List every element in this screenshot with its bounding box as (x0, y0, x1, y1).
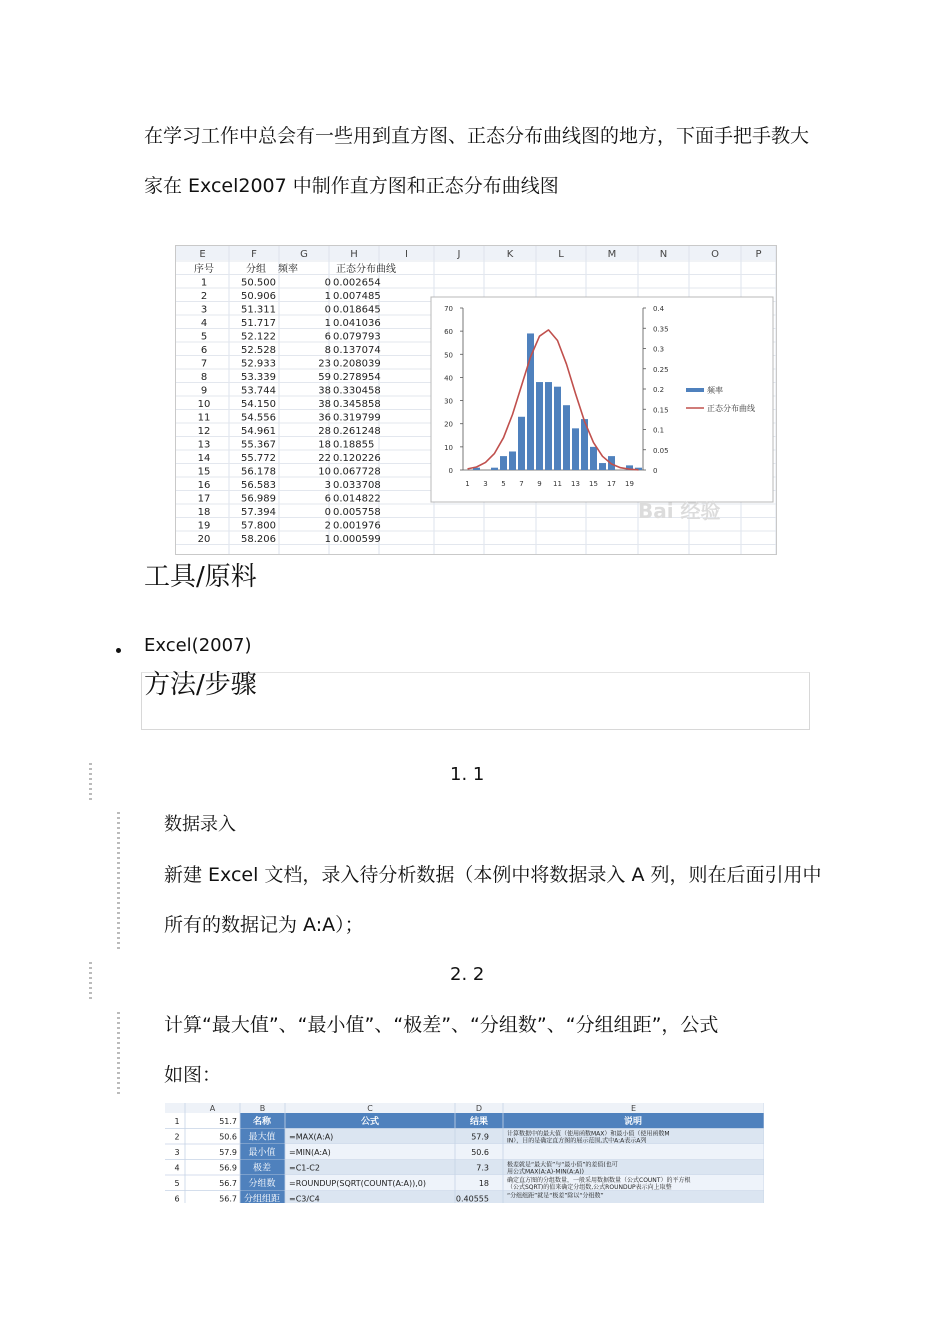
cell-normal: 0.330458 (333, 385, 381, 397)
x-tick: 11 (553, 480, 562, 488)
cell-frequency: 0 (324, 277, 331, 289)
cell-name: 最大值 (248, 1132, 276, 1143)
cell-group: 50.906 (241, 291, 276, 302)
cell-name: 分组组距 (243, 1194, 281, 1203)
cell-group: 51.717 (241, 318, 276, 329)
cell-value-a: 56.7 (219, 1194, 237, 1203)
sheet1-header: 序号 (194, 264, 214, 275)
cell-normal: 0.278954 (333, 372, 381, 383)
cell-frequency: 6 (324, 331, 331, 343)
cell-frequency: 38 (318, 385, 331, 397)
y-left-tick: 50 (444, 351, 453, 360)
histogram-bar (545, 382, 552, 470)
cell-index: 5 (200, 331, 208, 343)
cell-group: 57.800 (241, 520, 276, 532)
x-tick: 7 (519, 480, 524, 488)
cell-index: 9 (200, 385, 208, 397)
x-tick: 5 (501, 480, 506, 488)
cell-index: 1 (200, 277, 208, 289)
intro-line-2: 家在 Excel2007 中制作直方图和正态分布曲线图 (144, 175, 559, 197)
y-left-tick: 10 (444, 443, 453, 452)
y-right-tick: 0.15 (653, 406, 669, 415)
column-header-bar (165, 1103, 764, 1113)
cell-value-a: 56.7 (219, 1179, 237, 1188)
cell-index: 17 (197, 493, 211, 505)
column-letter: I (405, 249, 408, 260)
legend-bar-swatch (686, 388, 704, 392)
cell-index: 14 (197, 453, 211, 464)
histogram-bar (500, 456, 507, 470)
cell-group: 52.933 (241, 358, 276, 370)
step-1-title: 数据录入 (164, 814, 236, 835)
cell-frequency: 1 (324, 534, 331, 545)
cell-frequency: 3 (324, 480, 331, 491)
histogram-bar (572, 428, 579, 470)
column-letter: E (630, 1104, 637, 1113)
table-header-cell: 说明 (623, 1117, 643, 1127)
side-mark-1 (89, 763, 93, 803)
cell-group: 54.556 (241, 412, 276, 424)
cell-group: 56.583 (241, 480, 276, 491)
column-letter: G (300, 249, 308, 260)
histogram-bar (491, 468, 498, 470)
column-letter: D (475, 1104, 483, 1113)
cell-group: 53.744 (241, 385, 276, 397)
sheet1-header: 正态分布曲线 (336, 264, 396, 275)
cell-normal: 0.041036 (333, 318, 381, 329)
sheet1-header: 分组 (246, 264, 266, 275)
column-letter: M (607, 249, 617, 260)
y-right-tick: 0.4 (653, 305, 665, 313)
row-number: 5 (174, 1179, 180, 1188)
cell-result: 18 (478, 1179, 489, 1188)
cell-normal: 0.067728 (333, 466, 381, 478)
cell-group: 50.500 (241, 277, 276, 289)
histogram-bar (527, 333, 534, 470)
tools-item-excel: Excel(2007) (144, 635, 252, 656)
step-1-number: 1. 1 (450, 764, 485, 785)
y-left-tick: 30 (444, 397, 453, 406)
cell-index: 18 (197, 507, 211, 518)
side-mark-4 (117, 1012, 121, 1097)
column-letter: E (199, 249, 206, 260)
row-number: 2 (174, 1132, 180, 1142)
column-letter: A (209, 1104, 216, 1113)
cell-formula: =MAX(A:A) (289, 1132, 334, 1142)
cell-normal: 0.018645 (333, 304, 381, 316)
x-tick: 13 (571, 480, 580, 488)
cell-frequency: 59 (318, 372, 331, 383)
cell-frequency: 8 (324, 345, 331, 356)
cell-index: 6 (200, 345, 208, 356)
histogram-bar (590, 447, 597, 470)
step-2-line-1: 计算“最大值”、“最小值”、“极差”、“分组数”、“分组组距”，公式 (164, 1014, 719, 1036)
step-1-line-2: 所有的数据记为 A:A）； (164, 914, 364, 936)
sheet1-header: 频率 (278, 264, 298, 275)
cell-name: 极差 (252, 1163, 272, 1174)
y-right-tick: 0.2 (653, 386, 665, 394)
cell-frequency: 0 (324, 304, 331, 316)
cell-normal: 0.007485 (333, 291, 381, 302)
row-bg (285, 1144, 764, 1160)
cell-normal: 0.137074 (333, 345, 381, 356)
y-left-tick: 60 (444, 328, 453, 337)
method-heading: 方法/步骤 (144, 670, 257, 700)
y-right-tick: 0.05 (653, 446, 669, 455)
histogram-bar (599, 463, 606, 470)
table-header-cell: 名称 (252, 1117, 272, 1127)
cell-frequency: 0 (324, 507, 331, 518)
y-left-tick: 20 (444, 420, 453, 429)
cell-normal: 0.345858 (333, 399, 381, 410)
chart-area (431, 297, 773, 502)
y-right-tick: 0.35 (653, 325, 669, 334)
cell-index: 19 (197, 520, 211, 532)
column-letter: C (367, 1104, 373, 1113)
cell-group: 55.772 (241, 453, 276, 464)
cell-result: 0.40555 (455, 1194, 489, 1203)
cell-value-a: 50.6 (219, 1132, 237, 1142)
cell-normal: 0.001976 (333, 520, 381, 532)
cell-index: 8 (200, 372, 208, 383)
side-mark-2 (117, 812, 121, 952)
cell-normal: 0.033708 (333, 480, 381, 491)
cell-normal: 0.002654 (333, 277, 381, 289)
table-header-row (240, 1113, 764, 1129)
cell-description: “分组组距”就是“极差”除以“分组数” (507, 1192, 604, 1200)
cell-formula: =MIN(A:A) (289, 1148, 331, 1157)
histogram-bar (536, 382, 543, 470)
y-right-tick: 0.3 (653, 345, 665, 354)
cell-index: 10 (197, 399, 211, 410)
table-header-cell: 结果 (469, 1117, 489, 1127)
cell-normal: 0.208039 (333, 358, 381, 370)
step-2-line-2: 如图： (164, 1064, 222, 1086)
cell-normal: 0.005758 (333, 507, 381, 518)
cell-group: 55.367 (241, 439, 276, 451)
y-left-tick: 70 (444, 305, 453, 313)
cell-normal: 0.000599 (333, 534, 381, 545)
column-letter: K (506, 249, 514, 260)
cell-formula: =C3/C4 (289, 1194, 320, 1203)
legend-bar-label: 频率 (707, 386, 723, 395)
bullet-dot (116, 648, 121, 653)
tools-heading: 工具/原料 (144, 562, 257, 592)
column-letter: B (259, 1104, 266, 1113)
cell-group: 58.206 (241, 534, 276, 545)
excel-histogram-screenshot (175, 245, 777, 555)
table-header-cell: 公式 (360, 1117, 380, 1127)
sheet2-svg (165, 1103, 764, 1203)
cell-frequency: 28 (318, 426, 331, 437)
y-right-tick: 0 (653, 467, 658, 475)
intro-line-1: 在学习工作中总会有一些用到直方图、正态分布曲线图的地方，下面手把手教大 (144, 125, 810, 147)
histogram-bar (518, 417, 525, 470)
cell-frequency: 36 (318, 412, 331, 424)
cell-frequency: 10 (318, 466, 331, 478)
cell-result: 7.3 (476, 1163, 489, 1173)
histogram-bar (563, 405, 570, 470)
cell-normal: 0.18855 (333, 439, 375, 451)
cell-frequency: 38 (318, 399, 331, 410)
cell-value-a: 57.9 (219, 1148, 237, 1157)
step-2-number: 2. 2 (450, 964, 485, 985)
histogram-bar (509, 451, 516, 470)
x-tick: 17 (607, 480, 616, 488)
row-number: 4 (174, 1163, 180, 1173)
cell-group: 57.394 (241, 507, 276, 518)
y-left-tick: 0 (448, 467, 453, 475)
x-tick: 19 (625, 480, 634, 488)
cell-frequency: 1 (324, 291, 331, 302)
cell-frequency: 2 (324, 520, 331, 532)
x-tick: 9 (537, 480, 542, 488)
column-letter: N (659, 249, 668, 260)
cell-result: 57.9 (471, 1132, 489, 1142)
cell-result: 50.6 (471, 1148, 489, 1157)
step-1-line-1: 新建 Excel 文档，录入待分析数据（本例中将数据录入 A 列，则在后面引用中 (164, 864, 822, 886)
cell-description: 确定直方图的分组数量，一般采用数据数量（公式COUNT）的平方根（公式SQRT)的值来确定分组数,公式ROUNDUP表示向上取整 (507, 1177, 691, 1191)
excel-formula-table-screenshot (165, 1103, 764, 1203)
side-mark-3 (89, 962, 93, 1002)
cell-name: 最小值 (248, 1148, 276, 1158)
sheet1-svg (176, 246, 776, 554)
cell-frequency: 22 (318, 453, 331, 464)
watermark-logo: Bai 经验 (638, 499, 721, 523)
column-letter: L (558, 249, 564, 260)
cell-group: 54.150 (241, 399, 276, 410)
cell-index: 13 (197, 439, 211, 451)
x-tick: 15 (589, 480, 598, 488)
cell-index: 16 (197, 480, 211, 491)
y-right-tick: 0.1 (653, 426, 665, 435)
cell-normal: 0.120226 (333, 453, 381, 464)
cell-group: 53.339 (241, 372, 276, 383)
cell-frequency: 23 (318, 358, 331, 370)
cell-formula: =C1-C2 (289, 1163, 320, 1173)
cell-index: 20 (197, 534, 211, 545)
y-left-tick: 40 (444, 374, 453, 383)
column-letter: J (457, 249, 461, 260)
row-number: 3 (174, 1148, 180, 1157)
cell-group: 56.178 (241, 466, 276, 478)
cell-group: 56.989 (241, 493, 276, 505)
cell-formula: =ROUNDUP(SQRT(COUNT(A:A)),0) (289, 1179, 426, 1188)
cell-frequency: 6 (324, 493, 331, 505)
column-letter: F (251, 249, 257, 260)
cell-group: 52.122 (241, 331, 276, 343)
cell-group: 52.528 (241, 345, 276, 356)
cell-index: 7 (200, 358, 208, 370)
cell-normal: 0.079793 (333, 331, 381, 343)
cell-normal: 0.261248 (333, 426, 381, 437)
cell-index: 2 (200, 291, 208, 302)
y-right-tick: 0.25 (653, 365, 669, 374)
cell-index: 3 (200, 304, 208, 316)
column-letter: O (711, 249, 719, 260)
column-header-bar (176, 246, 776, 260)
cell-normal: 0.319799 (333, 412, 381, 424)
cell-index: 12 (197, 426, 211, 437)
cell-name: 分组数 (248, 1179, 276, 1189)
row-number: 1 (174, 1117, 180, 1126)
cell-value-a: 51.7 (219, 1117, 237, 1126)
column-letter: H (350, 249, 358, 260)
x-tick: 3 (483, 480, 488, 488)
cell-index: 11 (197, 412, 211, 424)
cell-description: 计算数据中的最大值（使用函数MAX）和最小值（使用函数M IN），目的是确定直方图的展示范围,式中A:A表示A列 (507, 1130, 670, 1145)
cell-normal: 0.014822 (333, 493, 381, 505)
cell-frequency: 18 (318, 439, 331, 451)
cell-frequency: 1 (324, 318, 331, 329)
x-tick: 1 (465, 480, 470, 488)
legend-curve-label: 正态分布曲线 (707, 404, 755, 413)
cell-group: 54.961 (241, 426, 276, 437)
histogram-bar (554, 387, 561, 470)
cell-group: 51.311 (241, 304, 276, 316)
row-number: 6 (174, 1194, 180, 1203)
column-letter: P (755, 249, 762, 260)
cell-value-a: 56.9 (219, 1163, 237, 1173)
cell-index: 4 (200, 318, 208, 329)
cell-index: 15 (197, 466, 211, 478)
cell-description: 极差就是“最大值”与“最小值”的差值(也可用公式MAX(A:A)-MIN(A:A)) (507, 1161, 618, 1176)
